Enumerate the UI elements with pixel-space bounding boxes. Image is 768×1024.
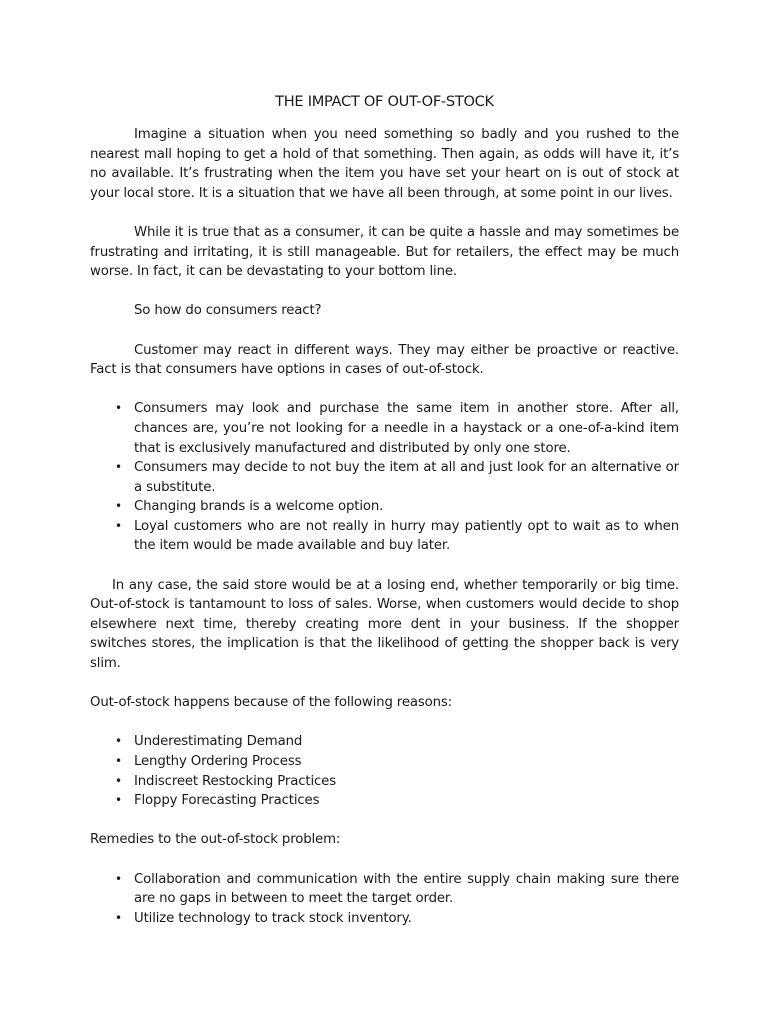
paragraph-gap bbox=[90, 556, 679, 576]
bullet-icon: • bbox=[115, 773, 122, 788]
paragraph-gap bbox=[90, 380, 679, 400]
remedies-intro: Remedies to the out-of-stock problem: bbox=[90, 832, 341, 848]
list-item-text: Collaboration and communication with the entire supply chain making sure there are no gaps in between to meet the target order. bbox=[134, 871, 679, 907]
document-page bbox=[90, 92, 679, 928]
list-item-text: Loyal customers who are not really in hurry may patiently opt to wait as to when the item would be made available and buy later. bbox=[134, 518, 679, 554]
list-item bbox=[90, 399, 679, 458]
bullet-icon: • bbox=[115, 871, 122, 886]
paragraph-gap bbox=[90, 713, 679, 733]
paragraph-gap bbox=[90, 203, 679, 223]
impact-paragraph: In any case, the said store would be at a losing end, whether temporarily or big time. Out-of-stock is tantamount to loss of sales. Worse, when customers would decide to shop elsewhere next time, thereby creating more dent in your business. If the shopper switches stores, the implication is that the likelihood of getting the shopper back is very slim. bbox=[90, 577, 679, 672]
bullet-icon: • bbox=[115, 460, 122, 475]
list-item-text: Underestimating Demand bbox=[134, 734, 303, 750]
bullet-icon: • bbox=[115, 793, 122, 808]
bullet-icon: • bbox=[115, 401, 122, 416]
paragraph-gap bbox=[90, 811, 679, 831]
bullet-icon: • bbox=[115, 499, 122, 514]
list-item-text: Changing brands is a welcome option. bbox=[134, 499, 384, 515]
remedies-list bbox=[90, 870, 679, 929]
list-item bbox=[90, 909, 679, 929]
list-item bbox=[90, 517, 679, 556]
paragraph-gap bbox=[90, 674, 679, 694]
list-item bbox=[90, 752, 679, 772]
list-item-text: Consumers may decide to not buy the item at all and just look for an alternative or a substitute. bbox=[134, 460, 679, 495]
reaction-paragraph: Customer may react in different ways. They may either be proactive or reactive. Fact is that consumers have options in cases of out-of-stock. bbox=[90, 342, 679, 378]
reactions-list bbox=[90, 399, 679, 556]
bullet-icon: • bbox=[115, 518, 122, 533]
paragraph-gap bbox=[90, 282, 679, 302]
bullet-icon: • bbox=[115, 910, 122, 925]
list-item-text: Lengthy Ordering Process bbox=[134, 754, 302, 769]
list-item bbox=[90, 732, 679, 752]
paragraph-gap bbox=[90, 850, 679, 870]
bullet-icon: • bbox=[115, 754, 122, 768]
list-item bbox=[90, 497, 679, 517]
list-item-text: Consumers may look and purchase the same item in another store. After all, chances are, you’re not looking for a needle in a haystack or a one-of-a-kind item that is exclusively manufactured and distributed by only one store. bbox=[134, 401, 679, 456]
question-paragraph: So how do consumers react? bbox=[134, 303, 322, 319]
list-item-text: Utilize technology to track stock inventory. bbox=[134, 910, 412, 926]
reasons-intro: Out-of-stock happens because of the following reasons: bbox=[90, 695, 453, 711]
list-item bbox=[90, 870, 679, 909]
consumer-paragraph: While it is true that as a consumer, it can be quite a hassle and may sometimes be frustrating and irritating, it is still manageable. But for retailers, the effect may be much worse. In fact, it can be devastating to your bottom line. bbox=[90, 224, 679, 280]
intro-paragraph: Imagine a situation when you need something so badly and you rushed to the nearest mall hoping to get a hold of that something. Then again, as odds will have it, it’s no available. It’s frustrating when the item you have set your heart on is out of stock at your local store. It is a situation that we have all been through, at some point in our lives. bbox=[90, 127, 679, 201]
list-item-text: Floppy Forecasting Practices bbox=[134, 793, 320, 809]
bullet-icon: • bbox=[115, 734, 122, 749]
list-item-text: Indiscreet Restocking Practices bbox=[134, 773, 336, 789]
document-title: THE IMPACT OF OUT-OF-STOCK bbox=[275, 93, 494, 110]
list-item bbox=[90, 458, 679, 497]
list-item bbox=[90, 791, 679, 811]
paragraph-gap bbox=[90, 321, 679, 341]
reasons-list bbox=[90, 732, 679, 810]
list-item bbox=[90, 772, 679, 792]
